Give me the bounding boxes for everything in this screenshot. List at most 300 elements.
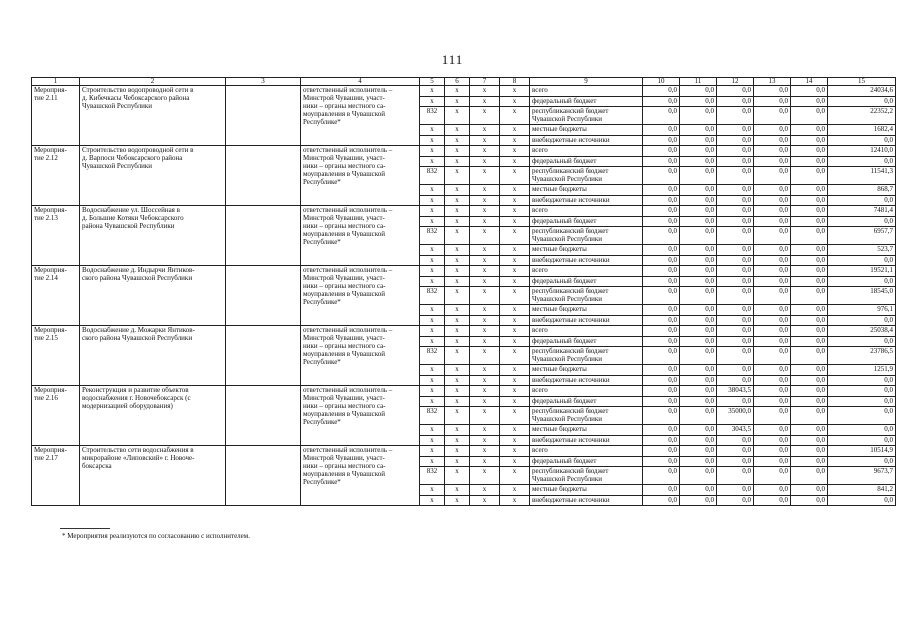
code-cell: x — [470, 146, 500, 157]
code-cell: x — [445, 206, 470, 217]
event-name-line: Водоснабжение д. Индырчи Янтиков- — [82, 266, 195, 274]
amount-cell: 0,0 — [828, 216, 896, 227]
code-cell: x — [500, 125, 530, 136]
amount-cell: 0,0 — [717, 135, 754, 146]
event-name-line: Водоснабжение ул. Шоссейная в — [82, 206, 180, 214]
funding-source-label: федеральный бюджет — [532, 456, 597, 465]
amount-cell: 0,0 — [680, 245, 717, 256]
funding-source-label: федеральный бюджет — [532, 216, 597, 225]
amount-cell: 0,0 — [717, 245, 754, 256]
code-cell: x — [420, 185, 445, 196]
amount-cell: 0,0 — [680, 125, 717, 136]
executor-line: моуправления в Чувашской — [303, 410, 386, 418]
amount-cell: 0,0 — [791, 365, 828, 376]
code-cell: x — [500, 336, 530, 347]
amount-cell: 0,0 — [643, 386, 680, 397]
event-name-cell — [80, 386, 226, 446]
table-row — [32, 86, 896, 97]
amount-cell: 0,0 — [754, 156, 791, 167]
amount-cell: 0,0 — [717, 495, 754, 506]
code-cell: x — [445, 326, 470, 337]
amount-cell: 0,0 — [643, 446, 680, 457]
event-id-line: тие 2.11 — [34, 94, 58, 102]
amount-cell: 0,0 — [717, 146, 754, 157]
empty-cell — [226, 146, 301, 206]
amount-cell: 0,0 — [791, 96, 828, 107]
code-cell: x — [500, 156, 530, 167]
code-cell: x — [470, 287, 500, 305]
funding-source-label: местные бюджеты — [532, 425, 587, 433]
executor-line: ответственный исполнитель – — [303, 206, 393, 214]
code-cell: x — [500, 185, 530, 196]
event-id-line: тие 2.16 — [34, 394, 58, 402]
code-cell: x — [445, 365, 470, 376]
funding-source-cell — [530, 167, 643, 185]
code-cell: x — [420, 135, 445, 146]
event-name-line: д. Варпоси Чебоксарского района — [82, 154, 183, 162]
funding-source-label: Чувашской Республики — [532, 175, 603, 183]
code-cell: x — [470, 485, 500, 496]
code-cell: x — [470, 446, 500, 457]
amount-cell: 0,0 — [754, 135, 791, 146]
program-table — [31, 77, 896, 506]
executor-line: Республике* — [303, 298, 341, 306]
funding-source-label: республиканский бюджет — [532, 467, 609, 475]
column-header: 10 — [643, 78, 680, 86]
amount-cell: 0,0 — [643, 407, 680, 425]
amount-cell: 0,0 — [717, 485, 754, 496]
code-cell: x — [470, 216, 500, 227]
amount-cell: 0,0 — [828, 315, 896, 326]
funding-source-cell — [530, 107, 643, 125]
funding-source-cell — [530, 96, 643, 107]
event-id-line: тие 2.12 — [34, 154, 58, 162]
amount-cell: 0,0 — [643, 96, 680, 107]
code-cell: x — [445, 495, 470, 506]
code-cell: x — [500, 456, 530, 467]
funding-source-label: местные бюджеты — [532, 365, 587, 373]
amount-cell: 0,0 — [717, 96, 754, 107]
amount-cell: 0,0 — [717, 375, 754, 386]
code-cell: x — [470, 86, 500, 97]
funding-source-label: внебюджетные источники — [532, 135, 610, 144]
executor-line: Республике* — [303, 418, 341, 426]
amount-cell: 0,0 — [791, 216, 828, 227]
code-cell: x — [420, 146, 445, 157]
funding-source-cell — [530, 446, 643, 457]
funding-source-label: республиканский бюджет — [532, 347, 609, 355]
amount-cell: 0,0 — [643, 107, 680, 125]
executor-line: ники – органы местного са- — [303, 342, 386, 350]
amount-cell: 0,0 — [791, 375, 828, 386]
code-cell: x — [470, 227, 500, 245]
event-id-cell — [32, 386, 80, 446]
event-name-cell — [80, 446, 226, 506]
executor-line: Республике* — [303, 238, 341, 246]
code-cell: x — [445, 125, 470, 136]
amount-cell: 0,0 — [717, 167, 754, 185]
code-cell: x — [500, 167, 530, 185]
funding-source-cell — [530, 407, 643, 425]
amount-cell: 0,0 — [791, 305, 828, 316]
code-cell: x — [420, 96, 445, 107]
amount-cell: 0,0 — [680, 456, 717, 467]
code-cell: x — [420, 276, 445, 287]
code-cell: x — [445, 185, 470, 196]
amount-cell: 23786,5 — [828, 347, 896, 365]
amount-cell: 0,0 — [791, 467, 828, 485]
executor-line: моуправления в Чувашской — [303, 230, 386, 238]
code-cell: x — [420, 425, 445, 436]
amount-cell: 18545,0 — [828, 287, 896, 305]
amount-cell: 0,0 — [717, 227, 754, 245]
column-header: 13 — [754, 78, 791, 86]
code-cell: x — [470, 276, 500, 287]
funding-source-cell — [530, 396, 643, 407]
code-cell: x — [420, 156, 445, 167]
amount-cell: 0,0 — [643, 336, 680, 347]
column-header: 8 — [500, 78, 530, 86]
amount-cell: 0,0 — [754, 227, 791, 245]
funding-source-cell — [530, 347, 643, 365]
amount-cell: 0,0 — [828, 495, 896, 506]
executor-cell — [301, 386, 420, 446]
code-cell: x — [445, 266, 470, 277]
amount-cell: 0,0 — [791, 446, 828, 457]
code-cell: x — [470, 305, 500, 316]
code-cell: 832 — [420, 167, 445, 185]
code-cell: x — [470, 326, 500, 337]
amount-cell: 0,0 — [791, 107, 828, 125]
event-id-line: Мероприя- — [34, 86, 67, 94]
amount-cell: 0,0 — [680, 156, 717, 167]
code-cell: x — [420, 195, 445, 206]
code-cell: x — [470, 125, 500, 136]
event-id-line: Мероприя- — [34, 266, 67, 274]
funding-source-label: внебюджетные источники — [532, 495, 610, 504]
amount-cell: 0,0 — [828, 135, 896, 146]
amount-cell: 0,0 — [791, 245, 828, 256]
code-cell: x — [500, 107, 530, 125]
amount-cell: 0,0 — [680, 146, 717, 157]
event-name-line: микрорайоне «Липовский» г. Новоче- — [82, 454, 195, 462]
amount-cell: 0,0 — [643, 467, 680, 485]
amount-cell: 0,0 — [680, 495, 717, 506]
amount-cell: 0,0 — [717, 336, 754, 347]
amount-cell: 0,0 — [791, 396, 828, 407]
amount-cell: 0,0 — [754, 107, 791, 125]
amount-cell: 0,0 — [828, 396, 896, 407]
executor-cell — [301, 206, 420, 266]
code-cell: 832 — [420, 407, 445, 425]
amount-cell: 3043,5 — [717, 425, 754, 436]
code-cell: x — [500, 96, 530, 107]
column-header: 3 — [226, 78, 301, 86]
event-id-line: Мероприя- — [34, 446, 67, 454]
code-cell: x — [445, 386, 470, 397]
amount-cell: 0,0 — [680, 227, 717, 245]
code-cell: x — [500, 446, 530, 457]
code-cell: x — [500, 407, 530, 425]
executor-line: моуправления в Чувашской — [303, 170, 386, 178]
code-cell: x — [500, 227, 530, 245]
code-cell: x — [445, 287, 470, 305]
amount-cell: 0,0 — [680, 485, 717, 496]
code-cell: x — [470, 407, 500, 425]
amount-cell: 0,0 — [643, 287, 680, 305]
funding-source-label: республиканский бюджет — [532, 167, 609, 175]
event-id-line: тие 2.17 — [34, 454, 58, 462]
amount-cell: 523,7 — [828, 245, 896, 256]
funding-source-cell — [530, 287, 643, 305]
footnote-divider — [60, 528, 110, 529]
funding-source-cell — [530, 206, 643, 217]
amount-cell: 0,0 — [828, 425, 896, 436]
amount-cell: 0,0 — [754, 305, 791, 316]
column-header: 5 — [420, 78, 445, 86]
funding-source-cell — [530, 276, 643, 287]
code-cell: x — [500, 245, 530, 256]
amount-cell: 0,0 — [828, 456, 896, 467]
amount-cell: 11541,3 — [828, 167, 896, 185]
amount-cell: 0,0 — [791, 456, 828, 467]
amount-cell: 24034,6 — [828, 86, 896, 97]
event-name-cell — [80, 146, 226, 206]
amount-cell: 976,1 — [828, 305, 896, 316]
funding-source-label: федеральный бюджет — [532, 396, 597, 405]
amount-cell: 0,0 — [680, 305, 717, 316]
amount-cell: 0,0 — [791, 485, 828, 496]
event-name-line: д. Кибечкасы Чебоксарского района — [82, 94, 190, 102]
event-id-line: тие 2.13 — [34, 214, 58, 222]
code-cell: x — [470, 245, 500, 256]
amount-cell: 0,0 — [643, 326, 680, 337]
amount-cell: 0,0 — [791, 276, 828, 287]
amount-cell: 0,0 — [680, 86, 717, 97]
column-header: 4 — [301, 78, 420, 86]
code-cell: x — [420, 446, 445, 457]
page-number: 111 — [441, 52, 464, 67]
code-cell: x — [445, 245, 470, 256]
amount-cell: 0,0 — [791, 315, 828, 326]
code-cell: x — [500, 375, 530, 386]
code-cell: x — [420, 86, 445, 97]
column-header: 2 — [80, 78, 226, 86]
amount-cell: 0,0 — [754, 375, 791, 386]
funding-source-label: местные бюджеты — [532, 245, 587, 253]
amount-cell: 0,0 — [717, 435, 754, 446]
amount-cell: 0,0 — [680, 185, 717, 196]
amount-cell: 0,0 — [754, 206, 791, 217]
amount-cell: 0,0 — [680, 276, 717, 287]
amount-cell: 0,0 — [680, 287, 717, 305]
amount-cell: 0,0 — [791, 156, 828, 167]
code-cell: x — [500, 287, 530, 305]
code-cell: x — [445, 86, 470, 97]
code-cell: x — [445, 315, 470, 326]
amount-cell: 0,0 — [754, 86, 791, 97]
amount-cell: 0,0 — [717, 266, 754, 277]
amount-cell: 0,0 — [717, 347, 754, 365]
code-cell: x — [470, 167, 500, 185]
amount-cell: 0,0 — [680, 326, 717, 337]
code-cell: x — [500, 206, 530, 217]
amount-cell: 6957,7 — [828, 227, 896, 245]
code-cell: x — [420, 435, 445, 446]
executor-line: Минстрой Чувашии, участ- — [303, 394, 385, 402]
executor-cell — [301, 266, 420, 326]
funding-source-cell — [530, 315, 643, 326]
amount-cell: 0,0 — [828, 96, 896, 107]
code-cell: x — [445, 135, 470, 146]
amount-cell: 0,0 — [717, 467, 754, 485]
event-name-cell — [80, 206, 226, 266]
executor-line: ники – органы местного са- — [303, 162, 386, 170]
event-id-line: тие 2.14 — [34, 274, 58, 282]
funding-source-cell — [530, 216, 643, 227]
funding-source-label: местные бюджеты — [532, 305, 587, 313]
empty-cell — [226, 326, 301, 386]
code-cell: x — [500, 266, 530, 277]
funding-source-cell — [530, 255, 643, 266]
event-id-line: Мероприя- — [34, 386, 67, 394]
table-row — [32, 326, 896, 337]
event-id-cell — [32, 446, 80, 506]
amount-cell: 0,0 — [643, 255, 680, 266]
amount-cell: 0,0 — [828, 255, 896, 266]
event-id-cell — [32, 146, 80, 206]
amount-cell: 0,0 — [828, 386, 896, 397]
code-cell: x — [445, 375, 470, 386]
code-cell: x — [470, 347, 500, 365]
amount-cell: 0,0 — [680, 386, 717, 397]
amount-cell: 0,0 — [717, 156, 754, 167]
code-cell: x — [500, 396, 530, 407]
amount-cell: 0,0 — [754, 365, 791, 376]
funding-source-cell — [530, 485, 643, 496]
amount-cell: 0,0 — [791, 326, 828, 337]
funding-source-label: республиканский бюджет — [532, 407, 609, 415]
amount-cell: 0,0 — [754, 255, 791, 266]
amount-cell: 0,0 — [680, 435, 717, 446]
amount-cell: 7481,4 — [828, 206, 896, 217]
funding-source-label: местные бюджеты — [532, 125, 587, 133]
amount-cell: 0,0 — [791, 287, 828, 305]
amount-cell: 0,0 — [791, 195, 828, 206]
table-row — [32, 146, 896, 157]
funding-source-cell — [530, 135, 643, 146]
funding-source-label: всего — [532, 266, 548, 274]
code-cell: x — [445, 227, 470, 245]
amount-cell: 0,0 — [754, 276, 791, 287]
column-header: 11 — [680, 78, 717, 86]
code-cell: x — [470, 435, 500, 446]
executor-line: ники – органы местного са- — [303, 102, 386, 110]
amount-cell: 0,0 — [791, 347, 828, 365]
funding-source-label: федеральный бюджет — [532, 336, 597, 345]
code-cell: 832 — [420, 287, 445, 305]
funding-source-label: всего — [532, 146, 548, 154]
code-cell: x — [420, 456, 445, 467]
event-name-line: модернизацией оборудования) — [82, 402, 173, 410]
code-cell: x — [420, 245, 445, 256]
code-cell: x — [500, 386, 530, 397]
amount-cell: 0,0 — [754, 185, 791, 196]
amount-cell: 0,0 — [754, 425, 791, 436]
amount-cell: 0,0 — [680, 407, 717, 425]
funding-source-label: всего — [532, 446, 548, 454]
code-cell: x — [500, 425, 530, 436]
amount-cell: 0,0 — [643, 146, 680, 157]
code-cell: x — [470, 96, 500, 107]
funding-source-label: местные бюджеты — [532, 485, 587, 493]
amount-cell: 0,0 — [643, 206, 680, 217]
code-cell: x — [500, 495, 530, 506]
amount-cell: 0,0 — [754, 467, 791, 485]
amount-cell: 0,0 — [643, 195, 680, 206]
amount-cell: 0,0 — [643, 396, 680, 407]
funding-source-cell — [530, 125, 643, 136]
code-cell: x — [470, 336, 500, 347]
code-cell: x — [420, 315, 445, 326]
table-row — [32, 266, 896, 277]
code-cell: x — [445, 156, 470, 167]
funding-source-label: Чувашской Республики — [532, 115, 603, 123]
empty-cell — [226, 206, 301, 266]
amount-cell: 0,0 — [754, 485, 791, 496]
amount-cell: 0,0 — [754, 326, 791, 337]
amount-cell: 0,0 — [754, 315, 791, 326]
amount-cell: 0,0 — [791, 167, 828, 185]
amount-cell: 12410,0 — [828, 146, 896, 157]
executor-line: моуправления в Чувашской — [303, 470, 386, 478]
funding-source-cell — [530, 266, 643, 277]
funding-source-label: Чувашской Республики — [532, 415, 603, 423]
executor-line: ответственный исполнитель – — [303, 446, 393, 454]
amount-cell: 0,0 — [643, 245, 680, 256]
amount-cell: 9673,7 — [828, 467, 896, 485]
executor-line: ответственный исполнитель – — [303, 146, 393, 154]
code-cell: x — [445, 276, 470, 287]
amount-cell: 0,0 — [754, 146, 791, 157]
funding-source-cell — [530, 156, 643, 167]
amount-cell: 0,0 — [680, 255, 717, 266]
code-cell: x — [420, 365, 445, 376]
executor-line: Республике* — [303, 178, 341, 186]
executor-cell — [301, 326, 420, 386]
funding-source-cell — [530, 386, 643, 397]
amount-cell: 0,0 — [643, 266, 680, 277]
funding-source-label: республиканский бюджет — [532, 287, 609, 295]
funding-source-label: местные бюджеты — [532, 185, 587, 193]
code-cell: x — [445, 96, 470, 107]
executor-cell — [301, 146, 420, 206]
funding-source-label: внебюджетные источники — [532, 255, 610, 264]
amount-cell: 0,0 — [643, 435, 680, 446]
code-cell: x — [500, 305, 530, 316]
code-cell: x — [500, 255, 530, 266]
column-header: 15 — [828, 78, 896, 86]
event-name-line: д. Большие Котяки Чебоксарского — [82, 214, 184, 222]
amount-cell: 0,0 — [643, 156, 680, 167]
funding-source-label: федеральный бюджет — [532, 96, 597, 105]
amount-cell: 0,0 — [643, 425, 680, 436]
code-cell: x — [500, 467, 530, 485]
code-cell: x — [445, 195, 470, 206]
amount-cell: 25038,4 — [828, 326, 896, 337]
event-name-line: ского района Чувашской Республики — [82, 334, 193, 342]
funding-source-cell — [530, 227, 643, 245]
